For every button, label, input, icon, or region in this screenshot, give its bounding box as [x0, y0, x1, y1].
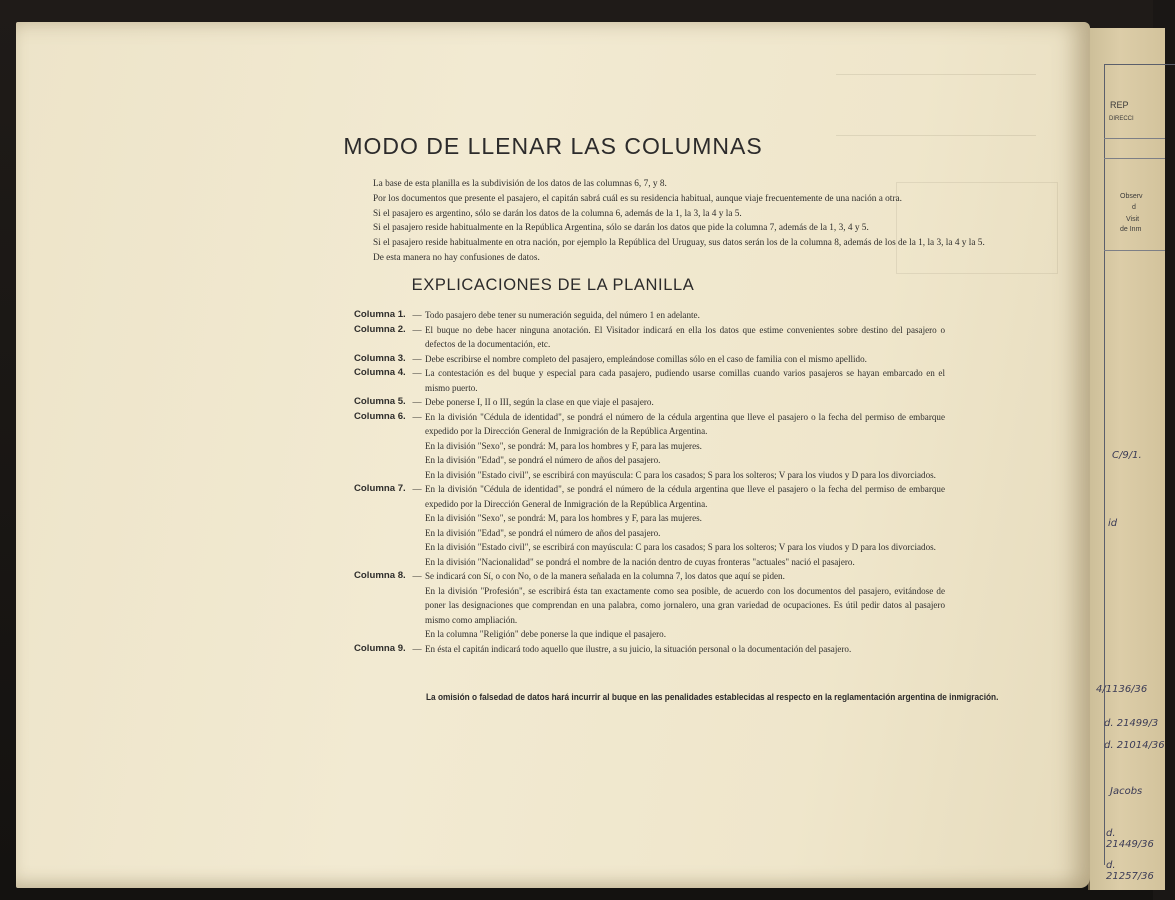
column-text: En la división "Edad", se pondrá el número de años del pasajero.	[425, 455, 661, 465]
column-text: En la división "Edad", se pondrá el número de años del pasajero.	[425, 527, 661, 538]
handwritten-note: d. 21449/36	[1106, 828, 1154, 850]
handwritten-note: 4/1136/36	[1096, 684, 1148, 695]
show-through-block	[836, 74, 1036, 136]
column-label: Columna 7.	[354, 483, 406, 494]
column-text: En la división "Sexo", se pondrá: M, para los hombres y F, para las mujeres.	[425, 513, 702, 523]
column-entry	[354, 642, 954, 657]
column-text: La contestación es del buque y especial para cada pasajero, pudiendo usarse comillas cuando varios pasajeros se hayan embarcado en el mismo puerto.	[425, 368, 945, 393]
column-entry	[354, 569, 954, 642]
column-label: Columna 9.	[354, 642, 406, 654]
document-page	[16, 22, 1090, 888]
adjacent-page	[1088, 28, 1165, 890]
adjacent-page-obs: Observ	[1120, 193, 1143, 200]
column-dash: —	[412, 571, 422, 581]
column-body	[425, 323, 945, 352]
column-dash: —	[412, 484, 422, 494]
column-body	[425, 366, 945, 395]
column-dash: —	[412, 368, 422, 378]
column-text: Todo pasajero debe tener su numeración seguida, del número 1 en adelante.	[425, 310, 700, 320]
column-text: En la división "Estado civil", se escribirá con mayúscula: C para los casados; S para los solteros; V para los viudos y D para los divorciados.	[425, 542, 936, 552]
column-entry	[354, 308, 954, 323]
adjacent-page-obs: de Inm	[1120, 226, 1142, 233]
adjacent-page-rule	[1104, 138, 1165, 139]
column-dash: —	[412, 324, 422, 335]
column-text: El buque no debe hacer ninguna anotación. El Visitador indicará en ella los datos que estime convenientes sobre destino del pasajero o defectos de la documentación, etc.	[425, 324, 945, 349]
adjacent-page-rule	[1104, 158, 1165, 159]
column-entry	[354, 366, 954, 395]
intro-line: De esta manera no hay confusiones de datos.	[373, 252, 540, 263]
column-text: En la columna "Religión" debe ponerse la que indique el pasajero.	[425, 629, 667, 639]
page-title: MODO DE LLENAR LAS COLUMNAS	[343, 133, 763, 159]
column-entry	[354, 410, 954, 483]
column-label: Columna 8.	[354, 570, 406, 581]
column-text: En la división "Cédula de identidad", se pondrá el número de la cédula argentina que lleve el pasajero o la fecha del permiso de embarque expedido por la Dirección General de Inmigración de la República Argentina.	[425, 411, 945, 436]
column-text: En la división "Sexo", se pondrá: M, para los hombres y F, para las mujeres.	[425, 440, 702, 451]
column-label: Columna 1.	[354, 309, 406, 320]
column-dash: —	[412, 353, 422, 364]
column-text: Debe escribirse el nombre completo del pasajero, empleándose comillas sólo en el caso de familia con el mismo apellido.	[425, 353, 867, 364]
intro-paragraph	[373, 177, 985, 266]
intro-line: Si el pasajero reside habitualmente en otra nación, por ejemplo la República del Uruguay, sus datos serán los de la columna 8, además de los de la 1, la 3, la 4 y la 5.	[373, 238, 985, 249]
column-text: Se indicará con Sí, o con No, o de la manera señalada en la columna 7, los datos que aquí se piden.	[425, 571, 785, 581]
column-body	[425, 569, 945, 642]
column-entry	[354, 352, 954, 367]
column-label: Columna 4.	[354, 367, 406, 378]
column-body	[425, 308, 945, 323]
column-entry	[354, 482, 954, 569]
intro-line: Si el pasajero reside habitualmente en la República Argentina, sólo se darán los datos que pide la columna 7, además de la 1, 3, 4 y 5.	[373, 223, 869, 234]
handwritten-note: Jacobs	[1110, 786, 1143, 797]
column-entry	[354, 395, 954, 410]
adjacent-page-rule	[1104, 250, 1165, 251]
column-dash: —	[412, 310, 422, 320]
penalty-warning: La omisión o falsedad de datos hará incurrir al buque en las penalidades establecidas al respecto en la reglamentación argentina de inmigración.	[426, 692, 999, 702]
column-text: En la división "Profesión", se escribirá ésta tan exactamente como sea posible, de acuerdo con los documentos del pasajero, evitándose de poner las designaciones que comprendan en una palabra, como jornalero, una gran variedad de ocupaciones. Es útil pedir datos al pasajero mismo como ampliación.	[425, 585, 945, 625]
intro-line: La base de esta planilla es la subdivisión de los datos de las columnas 6, 7, y 8.	[373, 179, 667, 189]
column-label: Columna 3.	[354, 352, 406, 364]
column-text: En ésta el capitán indicará todo aquello que ilustre, a su juicio, la situación personal o la documentación del pasajero.	[425, 643, 852, 654]
column-body	[425, 410, 945, 483]
column-dash: —	[412, 397, 422, 407]
adjacent-page-obs: d	[1132, 204, 1136, 211]
column-body	[425, 642, 945, 657]
intro-line: Si el pasajero es argentino, sólo se darán los datos de la columna 6, además de la 1, la 3, la 4 y la 5.	[373, 208, 742, 219]
section-subtitle: EXPLICACIONES DE LA PLANILLA	[411, 276, 695, 294]
column-label: Columna 2.	[354, 323, 406, 335]
intro-line: Por los documentos que presente el pasajero, el capitán sabrá cuál es su residencia habitual, aunque viaje frecuentemente de una nación a otra.	[373, 193, 902, 204]
column-body	[425, 395, 945, 410]
adjacent-page-obs: Visit	[1126, 216, 1140, 223]
column-text: En la división "Cédula de identidad", se pondrá el número de la cédula argentina que lleve el pasajero o la fecha del permiso de embarque expedido por la Dirección General de Inmigración de la República Argentina.	[425, 484, 945, 509]
adjacent-page-header: REP	[1110, 100, 1129, 110]
handwritten-note: C/9/1.	[1112, 450, 1142, 461]
handwritten-note: id	[1108, 518, 1118, 529]
column-text: En la división "Estado civil", se escribirá con mayúscula: C para los casados; S para los solteros; V para los viudos y D para los divorciados.	[425, 469, 936, 480]
handwritten-note: d. 21257/36	[1106, 860, 1154, 882]
column-entry	[354, 323, 954, 352]
column-body	[425, 482, 945, 569]
column-label: Columna 6.	[354, 410, 406, 422]
handwritten-note: d. 21499/3	[1104, 718, 1159, 729]
column-dash: —	[412, 643, 422, 654]
column-body	[425, 352, 945, 367]
column-dash: —	[412, 411, 422, 422]
column-text: Debe ponerse I, II o III, según la clase en que viaje el pasajero.	[425, 397, 654, 407]
column-explanations	[354, 308, 954, 656]
handwritten-note: d. 21014/36	[1104, 740, 1165, 751]
column-text: En la división "Nacionalidad" se pondrá el nombre de la nación dentro de cuyas fronteras "actuales" nació el pasajero.	[425, 556, 855, 567]
column-label: Columna 5.	[354, 396, 406, 407]
adjacent-page-subheader: DIRECCI	[1109, 116, 1134, 122]
